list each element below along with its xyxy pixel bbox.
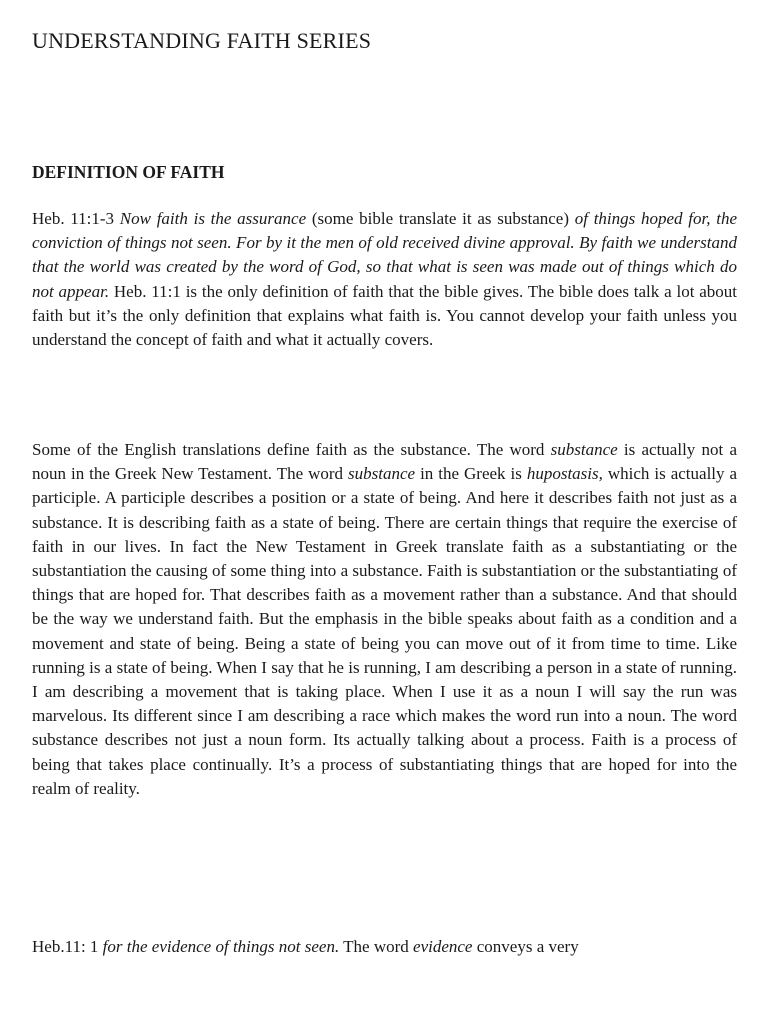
scripture-quote: Now faith is the assurance xyxy=(119,209,307,228)
body-text: which is actually a participle. A participle describes a position or a state of being. And here it describes faith not just as a substance. It is describing faith as a state of being. There are certain things that require the exercise of faith in our lives. In fact the New Testament in Greek translate faith as a substantiating or the substantiation the causing of some thing into a substance. Faith is substantiation or the substantiating of things that are hoped for. That describes faith as a movement rather than a substance. And that should be the way we understand faith. But the emphasis in the bible speaks about faith as a condition and a movement and state of being. Being a state of being you can move out of it from time to time. Like running is a state of being. When I say that he is running, I am describing a person in a state of running. I am describing a movement that is taking place. When I use it as a noun I will say the run was marvelous. Its different since I am describing a race which makes the word run into a noun. The word substance describes not just a noun form. Its actually talking about a process. Faith is a process of being that takes place continually. It’s a process of substantiating things that are hoped for into the realm of reality. xyxy=(32,464,738,798)
scripture-reference: Heb.11: 1 xyxy=(32,937,99,956)
body-text: Some of the English translations define faith as the substance. The word xyxy=(32,440,545,459)
paragraph-evidence xyxy=(32,935,737,959)
section-heading: DEFINITION OF FAITH xyxy=(32,162,225,182)
emphasized-word: substance xyxy=(348,464,416,484)
scripture-quote: for the evidence of things not seen. xyxy=(102,937,340,956)
parenthetical-note: (some bible translate it as substance) xyxy=(311,209,570,228)
paragraph-definition xyxy=(32,207,737,352)
body-text: conveys a very xyxy=(476,937,579,956)
scripture-quote: of things hoped for, the conviction of things not seen. For by it the men of old received divine approval. By faith we understand that the world was created by the word of God, so that what is seen was made out of things which do not appear. xyxy=(32,209,737,301)
body-text: is actually not a noun in the Greek New Testament. The word xyxy=(32,440,738,484)
emphasized-word: substance xyxy=(550,440,618,459)
body-text: in the Greek is xyxy=(420,464,522,484)
series-title: UNDERSTANDING FAITH SERIES xyxy=(32,28,372,53)
body-text: The word xyxy=(343,937,409,956)
emphasized-word: evidence xyxy=(413,937,473,956)
emphasized-word: hupostasis, xyxy=(526,464,603,484)
body-text: Heb. 11:1 is the only definition of faith that the bible gives. The bible does talk a lot about faith but it’s the only definition that explains what faith is. You cannot develop your faith unless you understand the concept of faith and what it actually covers. xyxy=(32,281,738,350)
paragraph-substance xyxy=(32,438,737,801)
scripture-reference: Heb. 11:1-3 xyxy=(32,209,115,228)
